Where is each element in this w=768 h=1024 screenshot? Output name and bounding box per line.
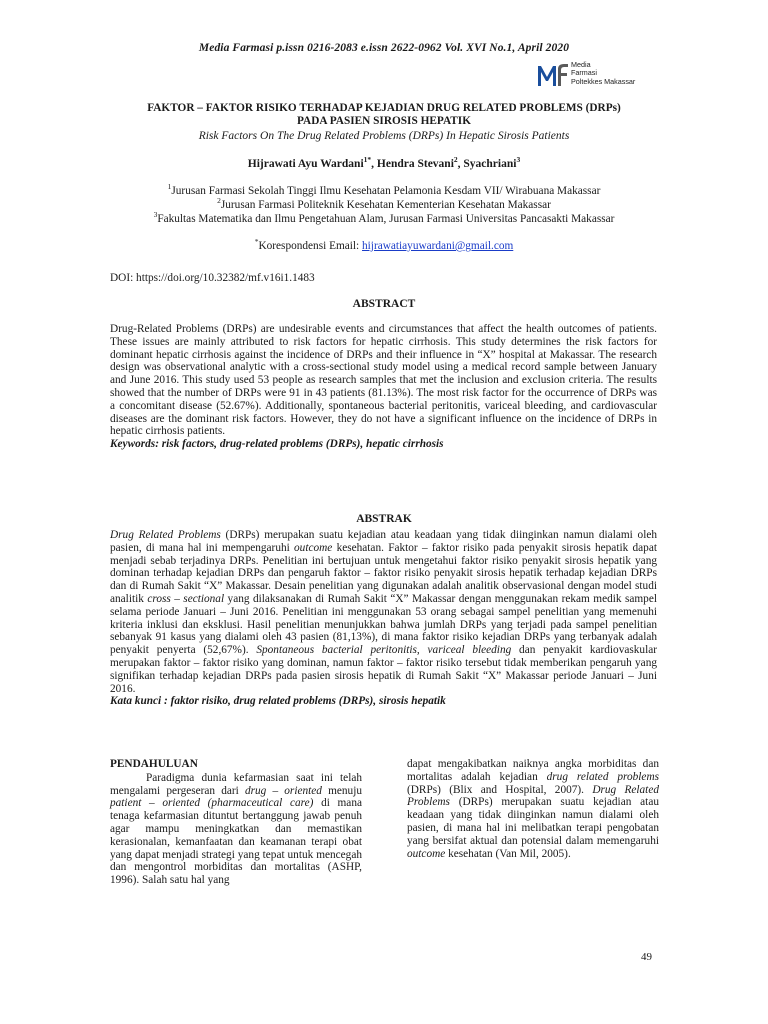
title-line-2: PADA PASIEN SIROSIS HEPATIK — [297, 115, 471, 127]
intro-italic: outcome — [407, 847, 446, 860]
intro-run: (DRPs) merupakan suatu kejadian atau keadaan yang tidak diinginkan namun dialami oleh pasien, di mana hal ini melibatkan terapi pengobatan yang bersifat aktual dan potensial dalam memengaruhi — [407, 796, 659, 847]
right-column — [407, 758, 659, 860]
abstract-text: Drug-Related Problems (DRPs) are undesirable events and circumstances that affect the health outcomes of patients. These issues are mainly attributed to risk factors for hepatic cirrhosis. This study determines the risk factors for dominant hepatic cirrhosis against the incidence of DRPs and their influence in “X” hospital at Makassar. The research design was observational analytic with a cross-sectional study model using a medical record sample between January and June 2016. This study used 53 people as research samples that met the inclusion and exclusion criteria. The results showed that the number of DRPs were 91 in 43 patients (81.13%). The most risk factor for the occurrence of DRPs was a concomitant disease (52.67%). Additionally, spontaneous bacterial peritonitis, variceal bleeding, and cardiovascular diseases are the dominant risk factors. However, they do not have a significant influence on the incidence of DRPs in hepatic cirrhosis patients. — [110, 323, 657, 438]
logo-line-media: Media — [571, 60, 591, 69]
abstrak-run: (DRPs) merupakan suatu kejadian atau keadaan yang tidak diinginkan namun dialami oleh pasien, di mana hal ini mempengaruhi — [110, 529, 657, 554]
intro-run: Paradigma dunia kefarmasian saat ini telah mengalami pergeseran dari — [110, 771, 362, 797]
abstrak-text — [110, 529, 657, 695]
intro-italic: Drug Related Problems — [407, 783, 659, 809]
abstrak-keywords: Kata kunci : faktor risiko, drug related problems (DRPs), sirosis hepatik — [110, 695, 446, 708]
affiliation-sup: 1 — [167, 182, 172, 192]
affiliation-text: Jurusan Farmasi Politeknik Kesehatan Kementerian Kesehatan Makassar — [220, 199, 551, 211]
logo-line-farmasi: Farmasi — [571, 68, 597, 78]
author-3: Syachriani — [463, 158, 517, 170]
intro-run: dapat mengakibatkan naiknya angka morbiditas dan mortalitas adalah kejadian — [407, 758, 659, 783]
article-title — [60, 102, 708, 128]
affiliation-text: Jurusan Farmasi Sekolah Tinggi Ilmu Kesehatan Pelamonia Kesdam VII/ Wirabuana Makassar — [171, 185, 601, 197]
intro-run: (DRPs) (Blix and Hospital, 2007). — [407, 783, 593, 796]
author-separator: , — [371, 158, 377, 170]
affiliation-1 — [60, 184, 708, 198]
author-2-sup: 2 — [453, 155, 458, 165]
title-line-1: FAKTOR – FAKTOR RISIKO TERHADAP KEJADIAN DRUG RELATED PROBLEMS (DRPs) — [147, 102, 621, 114]
abstrak-italic: outcome — [294, 541, 333, 554]
intro-paragraph-2 — [407, 758, 659, 860]
intro-italic: patient – oriented (pharmaceutical care) — [110, 797, 314, 810]
email-link[interactable]: hijrawatiayuwardani@gmail.com — [362, 240, 514, 252]
affiliations — [60, 184, 708, 226]
journal-header: Media Farmasi p.issn 0216-2083 e.issn 2622-0962 Vol. XVI No.1, April 2020 — [198, 42, 570, 54]
author-3-sup: 3 — [516, 155, 521, 165]
author-1: Hijrawati Ayu Wardani — [247, 158, 364, 170]
affiliation-sup: 2 — [217, 196, 221, 206]
abstrak-run: dan penyakit kardiovaskular merupakan faktor – faktor risiko yang dominan, namun faktor – faktor risiko tersebut tidak memberikan pengaruh yang signifikan terhadap kejadian DRPs pada pasien sirosis hepatik di Rumah Sakit “X” Makassar periode Januari – Juni 2016. — [110, 644, 657, 695]
author-list — [60, 155, 708, 170]
left-column — [110, 758, 362, 887]
intro-run: kesehatan (Van Mil, 2005). — [445, 847, 571, 860]
abstrak-run: kesehatan. Faktor – faktor risiko pada penyakit sirosis hepatik dapat menjadi sebab terjadinya DRPs. Penelitian ini bertujuan untuk mengetahui faktor risiko penyakit sirosis hepatik yang dominan terhadap kejadian DRPs dan pengaruh faktor – faktor risiko penyakit sirosis hepatik terhadap kejadian DRPs dan di Rumah Sakit “X” Makassar. Desain penelitian yang digunakan adalah analitik observasional dengan model studi analitik — [110, 541, 657, 605]
doi-line: DOI: https://doi.org/10.32382/mf.v16i1.1483 — [110, 272, 315, 284]
intro-italic: drug related problems — [546, 770, 659, 783]
correspondence-label: Korespondensi Email: — [258, 240, 363, 252]
intro-heading: PENDAHULUAN — [110, 758, 198, 770]
abstract-body — [110, 323, 657, 451]
abstrak-heading: ABSTRAK — [356, 513, 412, 525]
logo-text — [571, 61, 635, 86]
correspondence-sup: * — [254, 237, 259, 247]
journal-logo — [537, 60, 657, 90]
intro-run: menuju — [321, 784, 362, 797]
media-farmasi-logo-icon — [537, 60, 571, 90]
english-title: Risk Factors On The Drug Related Problems (DRPs) In Hepatic Sirosis Patients — [198, 130, 570, 142]
abstract-keywords: Keywords: risk factors, drug-related problems (DRPs), hepatic cirrhosis — [110, 438, 444, 451]
correspondence — [60, 237, 708, 252]
intro-run: di mana tenaga kefarmasian dituntut bertanggung jawab penuh agar mampu meningkatkan dan memastikan kerasionalan, kemanfaatan dan keamanan terapi obat yang dapat menjadi strategi yang tepat untuk mencegah dan mengontrol morbiditas dan mortalitas (ASHP, 1996). Salah satu hal yang — [110, 797, 362, 887]
abstrak-italic: cross – sectional — [147, 592, 225, 605]
intro-paragraph-1 — [110, 772, 362, 887]
page-number: 49 — [641, 951, 652, 963]
author-2: Hendra Stevani — [376, 158, 454, 170]
affiliation-3 — [60, 212, 708, 226]
author-1-sup: 1* — [363, 155, 372, 165]
affiliation-text: Fakultas Matematika dan Ilmu Pengetahuan Alam, Jurusan Farmasi Universitas Pancasakti Makassar — [157, 213, 615, 225]
logo-line-poltekkes: Poltekkes Makassar — [571, 76, 636, 86]
intro-italic: drug – oriented — [244, 784, 322, 797]
abstrak-italic: Spontaneous bacterial peritonitis, variceal bleeding — [256, 644, 512, 657]
abstrak-body — [110, 529, 657, 708]
abstrak-run: yang dilaksanakan di Rumah Sakit “X” Makassar dengan menggunakan rekam medik sampel selama periode Januari – Juni 2016. Penelitian ini menggunakan 53 orang sebagai sampel penelitian yang memenuhi kriteria inklusi dan eksklusi. Hasil penelitian menunjukkan bahwa jumlah DRPs yang terjadi pada sampel penelitian sebanyak 91 kasus yang dialami oleh 43 pasien (81,13%), di mana faktor risiko kejadian DRPs yang terbanyak adalah penyakit penyerta (52,67%). — [110, 592, 657, 657]
author-separator: , — [457, 158, 464, 170]
abstract-heading: ABSTRACT — [352, 298, 416, 310]
abstrak-italic: Drug Related Problems — [110, 529, 221, 541]
affiliation-sup: 3 — [153, 210, 158, 220]
